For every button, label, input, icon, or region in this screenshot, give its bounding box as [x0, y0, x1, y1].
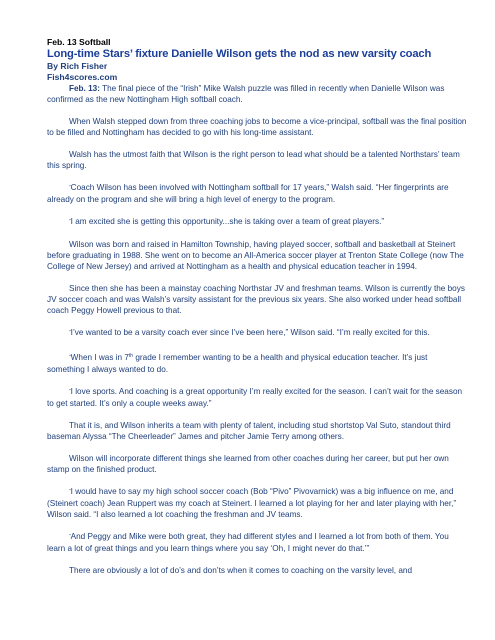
paragraph-5 [47, 216, 467, 228]
quote-mark: “ [69, 185, 71, 191]
paragraph-2: When Walsh stepped down from three coaching jobs to become a vice-principal, softball was the final position to be filled and Nottingham has decided to go with his long-time assistant. [47, 117, 467, 137]
paragraph-12: Wilson will incorporate different things she learned from other coaches during her career, but put her own stamp on the finished product. [47, 454, 449, 474]
article [47, 37, 467, 576]
paragraph-10-text: I love sports. And coaching is a great opportunity I’m really excited for the season. I can’t wait for the season to get started. It’s only a couple weeks away.” [47, 387, 463, 408]
paragraph-3: Walsh has the utmost faith that Wilson is the right person to lead what should be a talented Northstars’ team this spring. [47, 150, 460, 170]
paragraph-11: That it is, and Wilson inherits a team with plenty of talent, including stud shortstop Val Suto, standout third baseman Alyssa “The Cheerleader” James and pitcher Jamie Terry among others. [47, 421, 451, 441]
quote-mark: “ [69, 330, 71, 336]
paragraph-8 [47, 327, 467, 339]
date-line: Feb. 13 Softball [47, 37, 111, 47]
paragraph-14 [47, 531, 467, 554]
paragraph-1-text: The final piece of the “Irish” Mike Walsh puzzle was filled in recently when Danielle Wilson was confirmed as the new Nottingham High softball coach. [47, 84, 445, 104]
paragraph-4-text: Coach Wilson has been involved with Nottingham softball for 17 years,” Walsh said. “Her fingerprints are already on the program and she will bring a high level of energy to the program. [47, 183, 449, 204]
quote-mark: “ [69, 489, 71, 495]
quote-mark: “ [69, 355, 71, 361]
paragraph-9-text-a: When I was in 7 [70, 353, 129, 362]
site-name: Fish4scores.com [47, 72, 118, 82]
quote-mark: “ [69, 389, 71, 395]
byline: By Rich Fisher [47, 61, 108, 71]
superscript-th: th [128, 353, 134, 359]
paragraph-9-text-b: grade I remember wanting to be a health and physical education teacher. It’s just something I always wanted to do. [47, 353, 428, 374]
paragraph-14-text: And Peggy and Mike were both great, they had different styles and I learned a lot from both of them. You learn a lot of great things and you learn things where you say ‘Oh, I might never do that.’” [47, 532, 449, 553]
quote-mark: “ [69, 534, 71, 540]
paragraph-5-text: I am excited she is getting this opportunity...she is taking over a team of great players.” [70, 217, 385, 226]
paragraph-4 [47, 182, 467, 205]
paragraph-7: Since then she has been a mainstay coaching Northstar JV and freshman teams. Wilson is currently the boys JV soccer coach and was Walsh’s varsity assistant for the previous six years. She also worked under head softball coach Peggy Howell previous to that. [47, 284, 465, 315]
lead-label: Feb. 13: [69, 84, 100, 93]
paragraph-6: Wilson was born and raised in Hamilton Township, having played soccer, softball and basketball at Steinert before graduating in 1988. She went on to become an All-America soccer player at Trenton State College (now The College of New Jersey) and arrived at Nottingham as a health and physical education teacher in 1994. [47, 240, 464, 271]
quote-mark: “ [69, 219, 71, 225]
paragraph-13 [47, 486, 467, 520]
paragraph-15: There are obviously a lot of do’s and don’ts when it comes to coaching on the varsity level, and [69, 566, 413, 575]
paragraph-13-text: I would have to say my high school soccer coach (Bob “Pivo” Pivovarnick) was a big influence on me, and (Steinert coach) Jean Ruppert was my coach at Steinert. I learned a lot playing for her and later playing with her,” Wilson said. “I also learned a lot coaching the freshman and JV teams. [47, 487, 457, 519]
paragraph-9 [47, 352, 467, 375]
paragraph-8-text: I’ve wanted to be a varsity coach ever since I’ve been here,” Wilson said. “I’m really excited for this. [70, 328, 430, 337]
paragraph-1 [47, 83, 467, 105]
paragraph-10 [47, 386, 467, 409]
headline: Long-time Stars’ fixture Danielle Wilson gets the nod as new varsity coach [47, 48, 432, 60]
